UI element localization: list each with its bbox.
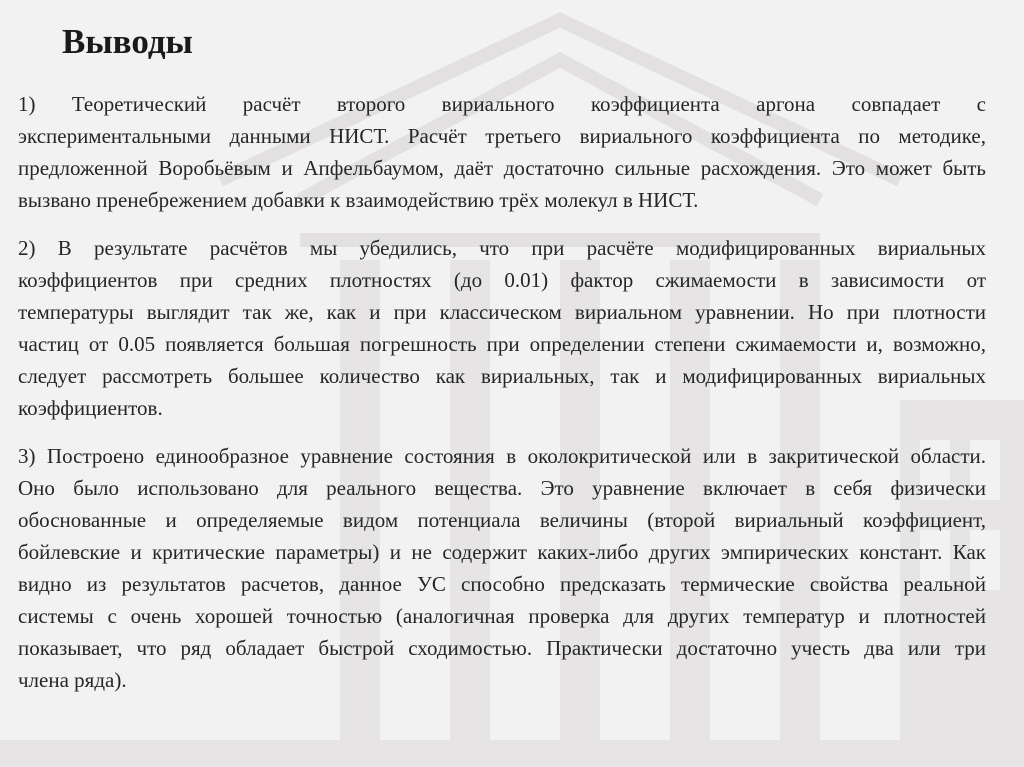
text-line: Оно было использовано для реального вещества. Это уравнение включает в себя физически: [18, 476, 986, 500]
conclusion-paragraph-2: [18, 232, 986, 424]
text-line: обоснованные и определяемые видом потенциала величины (второй вириальный коэффициент,: [18, 508, 986, 532]
conclusion-paragraph-1: [18, 88, 986, 216]
text-line: видно из результатов расчетов, данное УС способно предсказать термические свойства реальной: [18, 572, 986, 596]
text-line: показывает, что ряд обладает быстрой сходимостью. Практически достаточно учесть два или три: [18, 636, 986, 660]
conclusions-body: [18, 88, 986, 712]
conclusion-paragraph-3: [18, 440, 986, 696]
text-line: системы с очень хорошей точностью (аналогичная проверка для других температур и плотностей: [18, 604, 986, 628]
text-line: экспериментальными данными НИСТ. Расчёт третьего вириального коэффициента по методике,: [18, 124, 986, 148]
slide-title: Выводы: [62, 22, 193, 61]
text-line: вызвано пренебрежением добавки к взаимодействию трёх молекул в НИСТ.: [18, 188, 699, 212]
text-line: температуры выглядит так же, как и при классическом вириальном уравнении. Но при плотности: [18, 300, 986, 324]
text-line: 3) Построено единообразное уравнение состояния в околокритической или в закритической области.: [18, 444, 986, 468]
text-line: частиц от 0.05 появляется большая погрешность при определении степени сжимаемости и, возможно,: [18, 332, 986, 356]
text-line: предложенной Воробьёвым и Апфельбаумом, даёт достаточно сильные расхождения. Это может быть: [18, 156, 986, 180]
text-line: следует рассмотреть большее количество как вириальных, так и модифицированных вириальных: [18, 364, 986, 388]
text-line: 1) Теоретический расчёт второго вириального коэффициента аргона совпадает с: [18, 92, 986, 116]
text-line: коэффициентов.: [18, 396, 163, 420]
text-line: члена ряда).: [18, 668, 127, 692]
text-line: 2) В результате расчётов мы убедились, что при расчёте модифицированных вириальных: [18, 236, 986, 260]
text-line: бойлевские и критические параметры) и не содержит каких-либо других эмпирических констант. Как: [18, 540, 986, 564]
text-line: коэффициентов при средних плотностях (до 0.01) фактор сжимаемости в зависимости от: [18, 268, 986, 292]
